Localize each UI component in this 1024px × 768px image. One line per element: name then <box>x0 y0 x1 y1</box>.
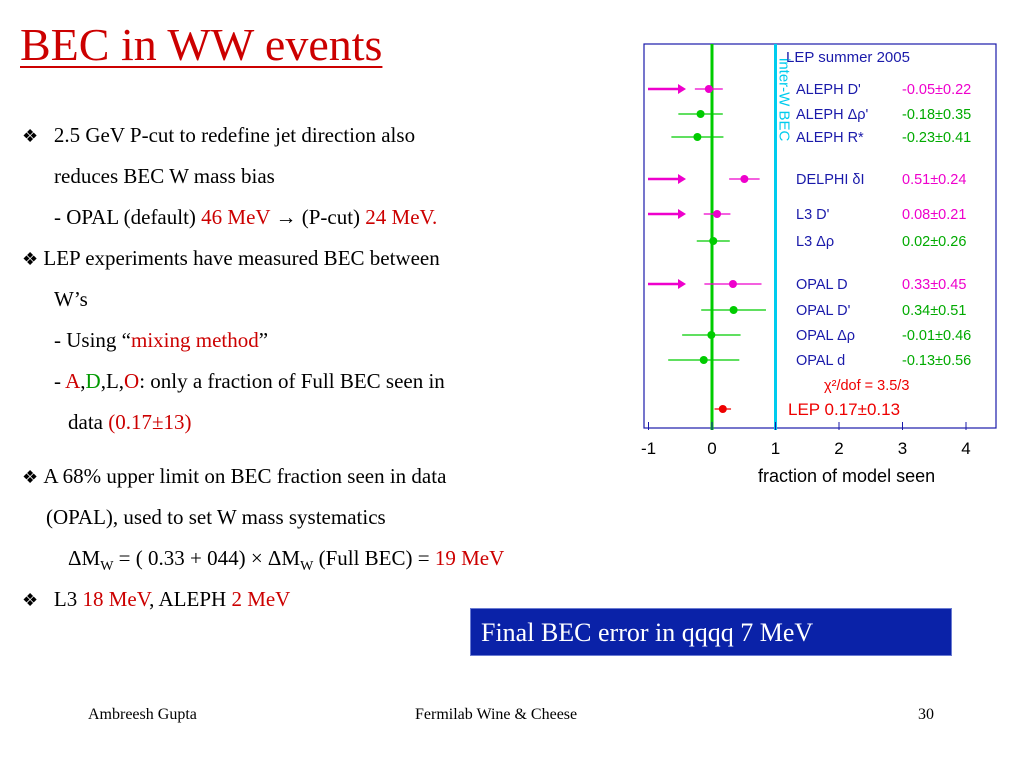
measurement-label: ALEPH Δρ' <box>796 107 869 123</box>
measurement-value: -0.23±0.41 <box>902 130 972 146</box>
close-quote: ” <box>258 328 269 352</box>
bullet-icon: ❖ <box>22 249 39 269</box>
bullet-2-text-1: LEP experiments have measured BEC between <box>43 246 440 270</box>
inter-w-bec-label: inter-W BEC <box>775 58 793 142</box>
measurement-label: L3 Δρ <box>796 234 835 250</box>
using-label: - Using “ <box>54 328 131 352</box>
formula-value: 19 MeV <box>434 546 505 570</box>
exp-letter-l: ,L, <box>100 369 125 393</box>
comma: , <box>80 369 86 393</box>
chart-title: LEP summer 2005 <box>786 49 910 66</box>
l3-value: 18 MeV <box>82 587 150 611</box>
data-point <box>729 280 737 288</box>
data-label: data <box>68 410 109 434</box>
bullet-2-line-2 <box>54 286 88 312</box>
exp-letter-a: A <box>65 369 81 393</box>
slide-title: BEC in WW events <box>20 19 383 70</box>
measurement-value: 0.51±0.24 <box>902 172 967 188</box>
bullet-4-line-1 <box>22 586 290 613</box>
bullet-2-line-1 <box>22 245 440 272</box>
footer-page-number: 30 <box>918 706 934 723</box>
data-point <box>705 85 713 93</box>
aleph-value: 2 MeV <box>231 587 291 611</box>
fraction-text: : only a fraction of Full BEC seen in <box>139 369 445 393</box>
data-point <box>713 210 721 218</box>
w-subscript: W <box>100 559 114 575</box>
data-point <box>730 306 738 314</box>
opal-default-label: - OPAL (default) <box>54 205 202 229</box>
data-value: (0.17±13) <box>108 410 192 434</box>
bec-fraction-chart <box>638 42 1000 490</box>
bullet-2-text-2: W’s <box>54 287 88 311</box>
bullet-2-line-4 <box>54 368 445 394</box>
pcut-value: 24 MeV. <box>365 205 438 229</box>
formula-mid: = ( 0.33 + 044) × ΔM <box>113 546 301 570</box>
lep-combined-label: LEP 0.17±0.13 <box>788 400 901 419</box>
l3-label: L3 <box>53 587 83 611</box>
measurement-value: 0.02±0.26 <box>902 234 967 250</box>
dash: - <box>54 369 66 393</box>
bullet-2-line-5 <box>68 409 192 435</box>
measurement-label: OPAL D <box>796 277 848 293</box>
aleph-label: , ALEPH <box>149 587 232 611</box>
bullet-3-line-1 <box>22 463 446 490</box>
measurement-label: OPAL Δρ <box>796 328 856 344</box>
data-point <box>693 133 701 141</box>
chi2-label: χ²/dof = 3.5/3 <box>824 378 910 394</box>
final-bec-error-box: Final BEC error in qqqq 7 MeV <box>470 608 952 656</box>
formula-end: (Full BEC) = <box>313 546 435 570</box>
mixing-method-text: mixing method <box>131 328 259 352</box>
exp-letter-o: O <box>124 369 140 393</box>
data-point <box>740 175 748 183</box>
bullet-icon: ❖ <box>22 467 39 487</box>
data-point <box>707 331 715 339</box>
x-tick-label: 2 <box>834 439 844 458</box>
measurement-label: OPAL D' <box>796 303 851 319</box>
bullet-1-line-2 <box>54 163 275 189</box>
bullet-1-line-3 <box>54 204 437 230</box>
footer-author: Ambreesh Gupta <box>88 706 197 723</box>
x-axis-label: fraction of model seen <box>758 466 936 486</box>
bullet-1-line-1 <box>22 122 415 149</box>
measurement-value: -0.18±0.35 <box>902 107 972 123</box>
measurement-value: 0.34±0.51 <box>902 303 967 319</box>
measurement-value: -0.01±0.46 <box>902 328 972 344</box>
measurement-value: 0.33±0.45 <box>902 277 967 293</box>
bullet-3-text-2: (OPAL), used to set W mass systematics <box>46 505 386 529</box>
measurement-label: ALEPH R* <box>796 130 864 146</box>
measurement-label: OPAL d <box>796 353 846 369</box>
measurement-label: DELPHI δI <box>796 172 865 188</box>
bullet-3-line-2 <box>46 504 386 530</box>
exp-letter-d: D <box>85 369 101 393</box>
bullet-icon: ❖ <box>22 590 39 610</box>
x-tick-label: 4 <box>961 439 971 458</box>
footer-event: Fermilab Wine & Cheese <box>415 706 578 723</box>
x-tick-label: 3 <box>897 439 908 458</box>
opal-default-value: 46 MeV <box>201 205 271 229</box>
delta-mw: ΔM <box>68 546 101 570</box>
measurement-value: -0.13±0.56 <box>902 353 972 369</box>
data-point <box>709 237 717 245</box>
measurement-value: -0.05±0.22 <box>902 82 972 98</box>
x-tick-label: 0 <box>707 439 717 458</box>
data-point <box>700 356 708 364</box>
bullet-icon: ❖ <box>22 126 39 146</box>
measurement-label: ALEPH D' <box>796 82 861 98</box>
x-tick-label: -1 <box>640 439 657 458</box>
bullet-3-line-3 <box>68 545 504 580</box>
measurement-value: 0.08±0.21 <box>902 207 967 223</box>
bullet-3-text-1: A 68% upper limit on BEC fraction seen in data <box>43 464 447 488</box>
x-tick-label: 1 <box>770 439 781 458</box>
bullet-1-text-1: 2.5 GeV P-cut to redefine jet direction also <box>53 123 416 147</box>
bullet-2-line-3 <box>54 327 268 353</box>
data-point <box>697 110 705 118</box>
w-subscript: W <box>300 559 314 575</box>
measurement-label: L3 D' <box>796 207 830 223</box>
pcut-label: → (P-cut) <box>270 205 366 229</box>
data-point <box>719 405 727 413</box>
bullet-1-text-2: reduces BEC W mass bias <box>54 164 275 188</box>
